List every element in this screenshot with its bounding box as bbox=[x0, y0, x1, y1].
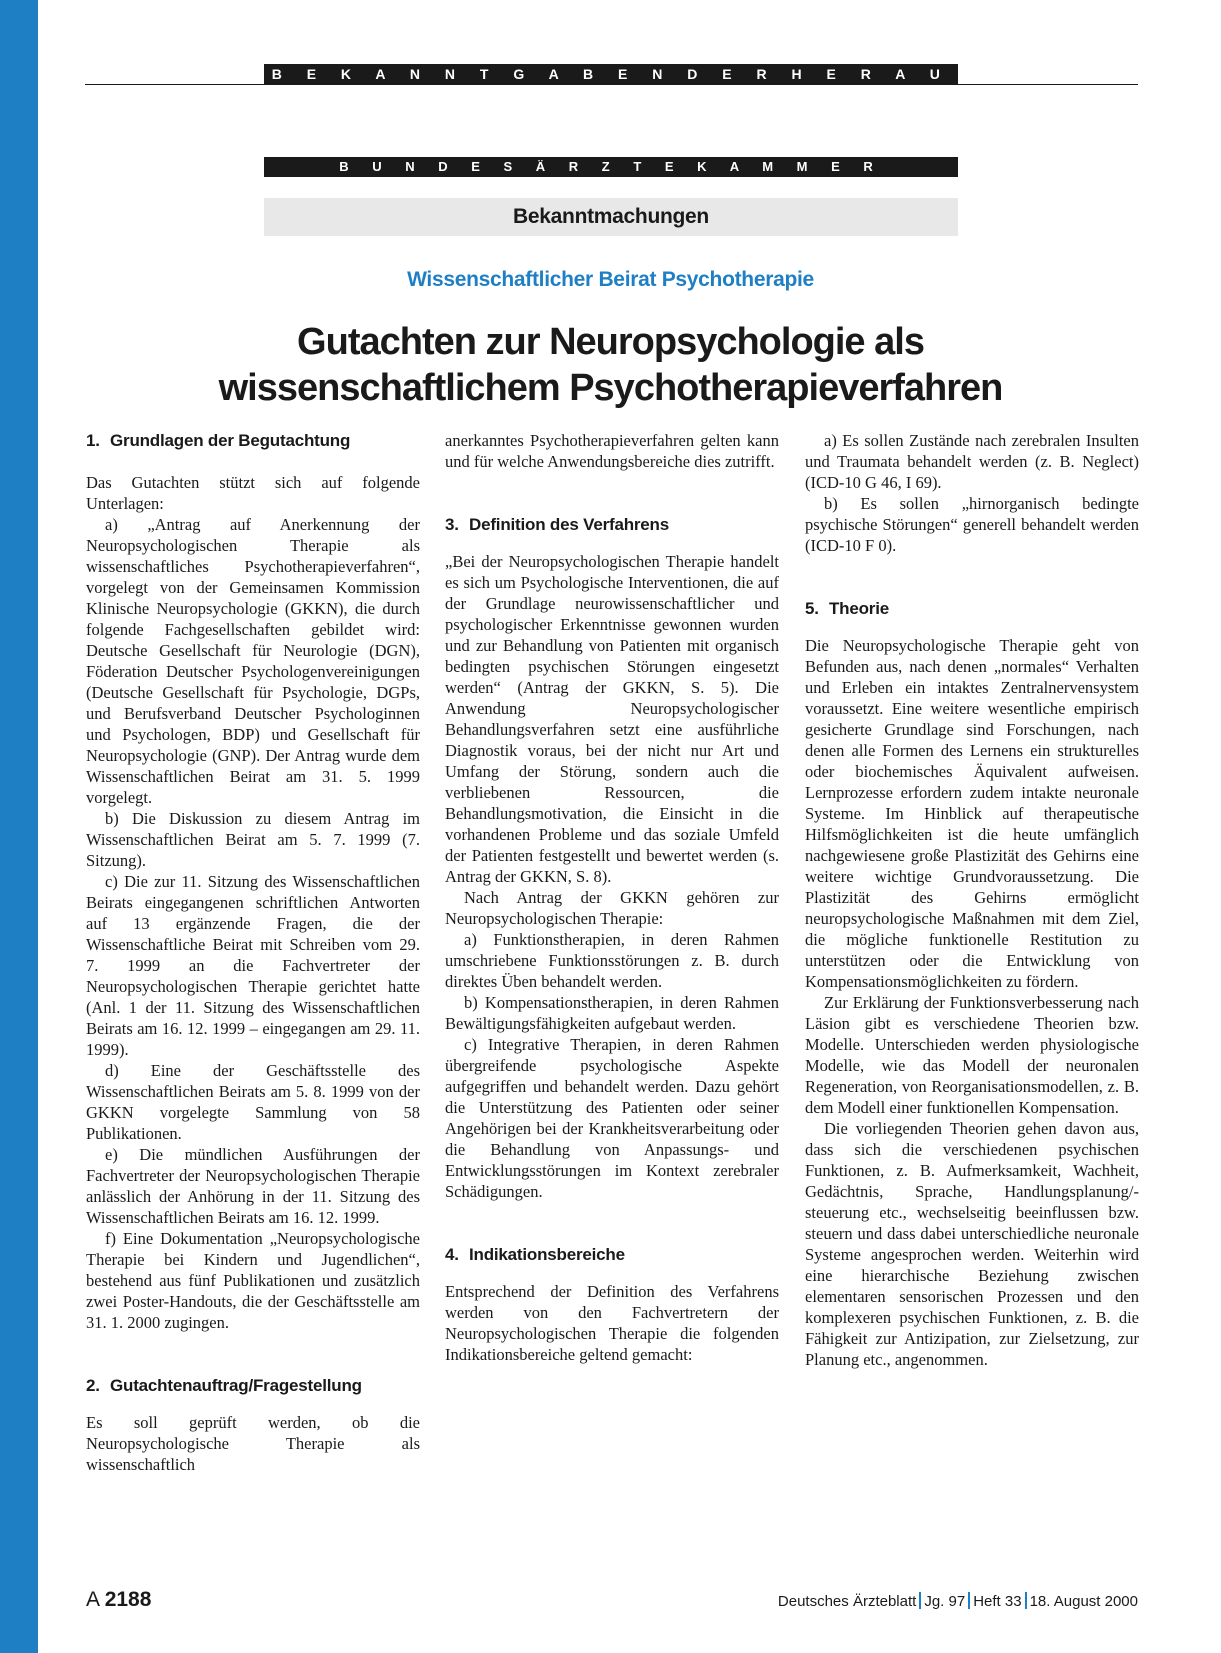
left-color-bar bbox=[0, 0, 38, 1653]
section-band-herausgeber: B E K A N N T G A B E N D E R H E R A U S G E B E R bbox=[264, 64, 958, 84]
paragraph: Die Neuropsychologische Therapie geht von Befunden aus, nach denen „normales“ Verhalten und Erleben ein intaktes Zentralnervensystem voraussetzt. Eine weitere wesentliche empirisch gesicherte Grundlage sind Forschungen, nach denen alle Formen des Lernens ein strukturelles oder biochemisches Äquivalent aufweisen. Lernprozesse erfordern zudem intakte neuronale Systeme. Im Hinblick auf therapeutische Hilfsmöglichkeiten ist die heute umfänglich nachgewiesene große Plastizität des Gehirns eine weitere wichtige Grundvoraussetzung. Die Plastizität des Gehirns ermöglicht neuropsychologische Maßnahmen mit dem Ziel, die mögliche funktionelle Restitution zu unterstützen oder die Entwicklung von Kompensationsmöglichkeiten zu fördern. bbox=[805, 636, 1139, 991]
paragraph: f) Eine Dokumentation „Neuropsychologische Therapie bei Kindern und Jugendlichen“, bestehend aus fünf Publikationen und zusätzlich zwei Poster-Handouts, die der Geschäftsstelle am 31. 1. 2000 zugingen. bbox=[86, 1229, 420, 1332]
paragraph: Das Gutachten stützt sich auf folgende Unterlagen: bbox=[86, 473, 420, 513]
section-number: 2. bbox=[86, 1376, 100, 1395]
paragraph: c) Integrative Therapien, in deren Rahmen übergreifende psychologische Aspekte aufgegriffen und behandelt werden. Dazu gehört die Unterstützung des Patienten oder seiner Angehörigen bei der Krankheitsverarbeitung oder die Behandlung von Anpassungs- und Entwicklungsstörungen im Kontext zerebraler Schädigungen. bbox=[445, 1035, 779, 1201]
paragraph: b) Kompensationstherapien, in deren Rahmen Bewältigungsfähigkeiten aufgebaut werden. bbox=[445, 993, 779, 1033]
paragraph: e) Die mündlichen Ausführungen der Fachvertreter der Neuropsychologischen Therapie anlässlich der Anhörung in der 11. Sitzung des Wissenschaftlichen Beirats am 16. 12. 1999. bbox=[86, 1145, 420, 1227]
section-title: Theorie bbox=[829, 599, 890, 618]
paragraph: a) Es sollen Zustände nach zerebralen Insulten und Traumata behandelt werden (z. B. Neglect) (ICD-10 G 46, I 69). bbox=[805, 431, 1139, 492]
page-number bbox=[86, 1588, 151, 1612]
paragraph: c) Die zur 11. Sitzung des Wissenschaftlichen Beirats eingegangenen schriftlichen Antworten auf 13 ergänzende Fragen, die der Wissenschaftliche Beirat mit Schreiben vom 29. 7. 1999 an die Fachvertreter der Neuropsychologischen Therapie gerichtet hatte (Anl. 1 der 11. Sitzung des Wissenschaftlichen Beirats am 16. 12. 1999 – eingegangen am 29. 11. 1999). bbox=[86, 872, 420, 1059]
article-kicker: Wissenschaftlicher Beirat Psychotherapie bbox=[407, 268, 814, 291]
text-column-2 bbox=[445, 430, 779, 1365]
headline-line-2: wissenschaftlichem Psychotherapieverfahren bbox=[218, 367, 1003, 409]
issue: Heft 33 bbox=[973, 1593, 1022, 1610]
article-headline bbox=[0, 319, 1221, 411]
journal-citation bbox=[778, 1592, 1138, 1610]
section-title: Definition des Verfahrens bbox=[469, 515, 669, 534]
paragraph: b) Es sollen „hirnorganisch bedingte psychische Störungen“ generell behandelt werden (ICD-10 F 0). bbox=[805, 494, 1139, 555]
paragraph: Zur Erklärung der Funktionsverbesserung nach Läsion gibt es verschiedene Theorien bzw. Modelle. Unterschieden werden physiologische Modelle, wie das Modell der neuronalen Regeneration, von Reorganisationsmodellen, z. B. dem Modell einer funktionellen Kompensation. bbox=[805, 993, 1139, 1117]
section-number: 3. bbox=[445, 515, 459, 534]
paragraph: a) Funktionstherapien, in deren Rahmen umschriebene Funktionsstörungen z. B. durch direktes Üben behandelt werden. bbox=[445, 930, 779, 991]
paragraph: Entsprechend der Definition des Verfahrens werden von den Fachvertretern der Neuropsychologischen Therapie die folgenden Indikationsbereiche geltend gemacht: bbox=[445, 1282, 779, 1364]
paragraph: „Bei der Neuropsychologischen Therapie handelt es sich um Psychologische Interventionen, die auf der Grundlage neurowissenschaftlicher und psychologischer Erkenntnisse gewonnen wurden und zur Behandlung von Patienten mit organisch bedingten psychischen Störungen eingesetzt werden“ (Antrag der GKKN, S. 5). Die Anwendung Neuropsychologischer Behandlungsverfahren setzt eine ausführliche Diagnostik voraus, bei der nicht nur Art und Umfang der Störung, sondern auch die verbliebenen Ressourcen, die Behandlungsmotivation, die Einsicht in die vorhandenen Probleme und das soziale Umfeld der Patienten festgestellt und bewertet werden (s. Antrag der GKKN, S. 8). bbox=[445, 552, 779, 886]
issue-date: 18. August 2000 bbox=[1029, 1593, 1138, 1610]
section-heading-4 bbox=[445, 1244, 779, 1265]
separator bbox=[919, 1592, 921, 1609]
section-heading-1 bbox=[86, 430, 420, 451]
section-title: Grundlagen der Begutachtung bbox=[110, 431, 351, 450]
paragraph: a) „Antrag auf Anerkennung der Neuropsychologischen Therapie als wissenschaftliches Psychotherapieverfahren“, vorgelegt von der Gemeinsamen Kommission Klinische Neuropsychologie (GKKN), die durch folgende Fachgesellschaften gebildet wird: Deutsche Gesellschaft für Neurologie (DGN), Föderation Deutscher Psychologenvereinigungen (Deutsche Gesellschaft für Psychologie, DGPs, und Berufsverband Deutscher Psychologinnen und Psychologen, BDP) und Gesellschaft für Neuropsychologie (GNP). Der Antrag wurde dem Wissenschaftlichen Beirat am 31. 5. 1999 vorgelegt. bbox=[86, 515, 420, 807]
journal-name: Deutsches Ärzteblatt bbox=[777, 1593, 917, 1610]
section-heading-3 bbox=[445, 514, 779, 535]
header-rule bbox=[85, 84, 1138, 85]
section-title: Indikationsbereiche bbox=[469, 1245, 625, 1264]
section-heading-5 bbox=[805, 598, 1139, 619]
separator bbox=[1025, 1592, 1027, 1609]
volume: Jg. 97 bbox=[924, 1593, 966, 1610]
paragraph: d) Eine der Geschäftsstelle des Wissenschaftlichen Beirats am 5. 8. 1999 von der GKKN vorgelegte Sammlung von 58 Publikationen. bbox=[86, 1061, 420, 1143]
section-number: 1. bbox=[86, 431, 100, 450]
category-band: Bekanntmachungen bbox=[264, 198, 958, 236]
paragraph: b) Die Diskussion zu diesem Antrag im Wissenschaftlichen Beirat am 5. 7. 1999 (7. Sitzung). bbox=[86, 809, 420, 870]
organization-band: B U N D E S Ä R Z T E K A M M E R bbox=[264, 157, 958, 177]
separator bbox=[968, 1592, 970, 1609]
paragraph: Es soll geprüft werden, ob die Neuropsychologische Therapie als wissenschaftlich bbox=[86, 1413, 420, 1474]
paragraph: anerkanntes Psychotherapieverfahren gelten kann und für welche Anwendungsbereiche dies zutrifft. bbox=[445, 431, 779, 471]
section-number: 4. bbox=[445, 1245, 459, 1264]
text-column-3 bbox=[805, 430, 1139, 1370]
paragraph: Die vorliegenden Theorien gehen davon aus, dass sich die verschiedenen psychischen Funktionen, z. B. Aufmerksamkeit, Wachheit, Gedächtnis, Sprache, Handlungsplanung/-steuerung etc., wechselseitig beeinflussen bzw. steuern und dass dabei unterschiedliche neuronale Systeme angesprochen werden. Weiterhin wird eine hierarchische Beziehung zwischen elementaren sensorischen Prozessen und den komplexeren psychischen Funktionen, z. B. die Fähigkeit zur Antizipation, zur Zielsetzung, zur Planung etc., angenommen. bbox=[805, 1119, 1139, 1369]
section-heading-2 bbox=[86, 1375, 420, 1396]
section-number: 5. bbox=[805, 599, 819, 618]
page-number-value: 2188 bbox=[104, 1588, 152, 1611]
text-column-1 bbox=[86, 430, 420, 1475]
headline-line-1: Gutachten zur Neuropsychologie als bbox=[297, 321, 924, 363]
section-title: Gutachtenauftrag/Fragestellung bbox=[110, 1376, 362, 1395]
paragraph: Nach Antrag der GKKN gehören zur Neuropsychologischen Therapie: bbox=[445, 888, 779, 928]
page-prefix: A bbox=[86, 1588, 99, 1611]
